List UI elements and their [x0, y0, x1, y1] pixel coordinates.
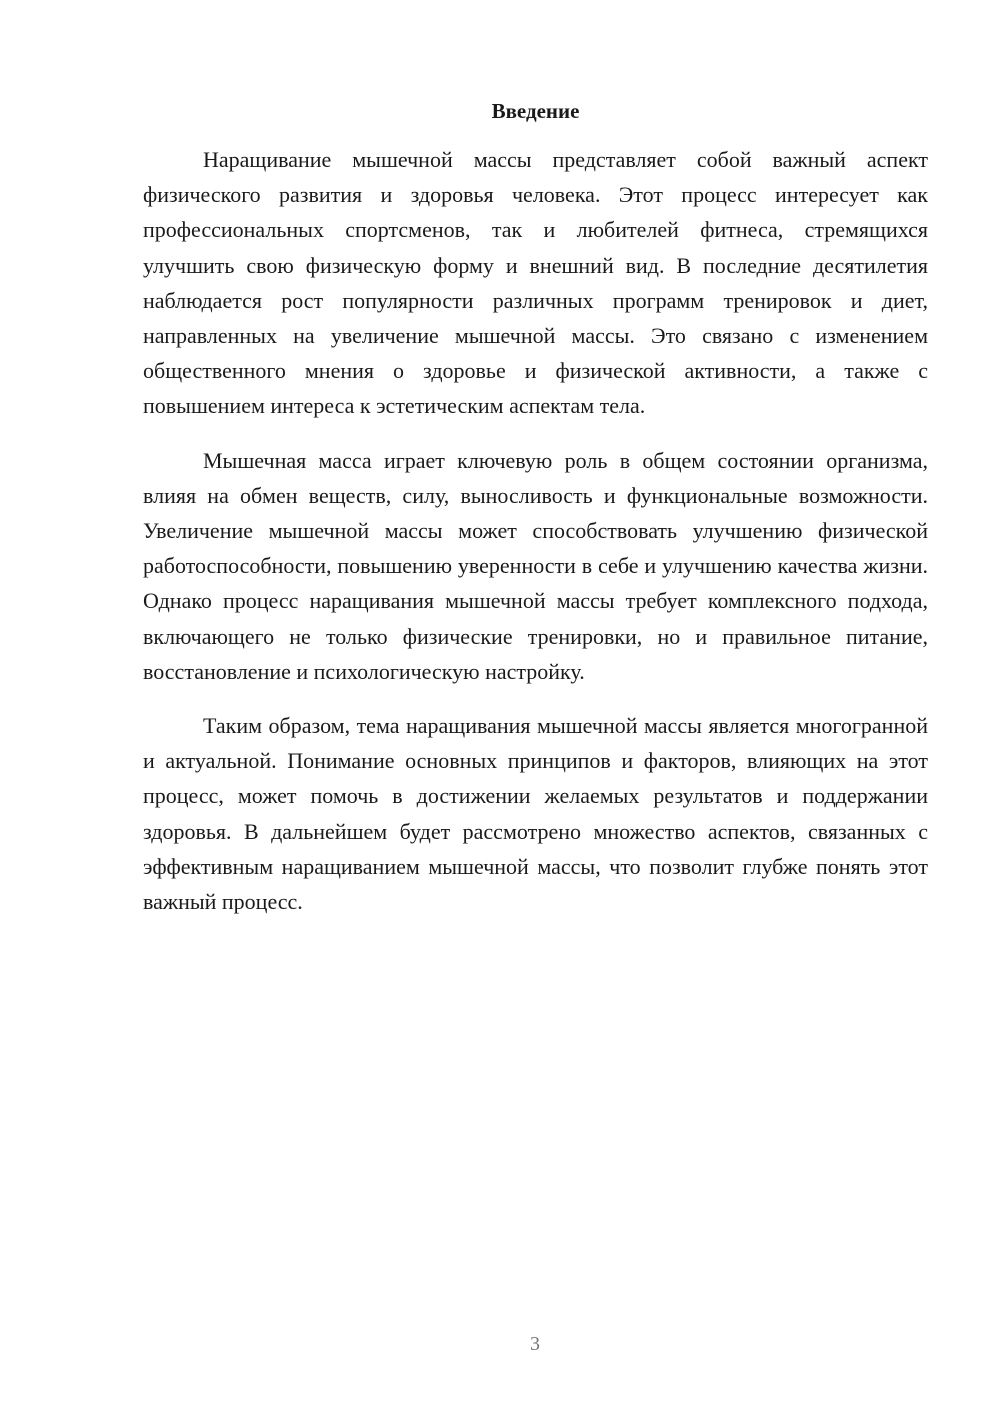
- section-heading: Введение: [491, 99, 580, 123]
- page-number: 3: [530, 1333, 540, 1355]
- paragraph: Мышечная масса играет ключевую роль в общем состоянии организма, влияя на обмен веществ, силу, выносливость и функциональные возможности. Увеличение мышечной массы может способствовать улучшению физической работоспособности, повышению уверенности в себе и улучшению качества жизни. Однако процесс наращивания мышечной массы требует комплексного подхода, включающего не только физические тренировки, но и правильное питание, восстановление и психологическую настройку.: [143, 447, 928, 684]
- paragraph: Наращивание мышечной массы представляет собой важный аспект физического развития и здоровья человека. Этот процесс интересует как профессиональных спортсменов, так и любителей фитнеса, стремящихся улучшить свою физическую форму и внешний вид. В последние десятилетия наблюдается рост популярности различных программ тренировок и диет, направленных на увеличение мышечной массы. Это связано с изменением общественного мнения о здоровье и физической активности, а также с повышением интереса к эстетическим аспектам тела.: [143, 147, 928, 419]
- paragraph: Таким образом, тема наращивания мышечной массы является многогранной и актуальной. Понимание основных принципов и факторов, влияющих на этот процесс, может помочь в достижении желаемых результатов и поддержании здоровья. В дальнейшем будет рассмотрено множество аспектов, связанных с эффективным наращиванием мышечной массы, что позволит глубже понять этот важный процесс.: [143, 713, 928, 915]
- body-text: [143, 142, 928, 938]
